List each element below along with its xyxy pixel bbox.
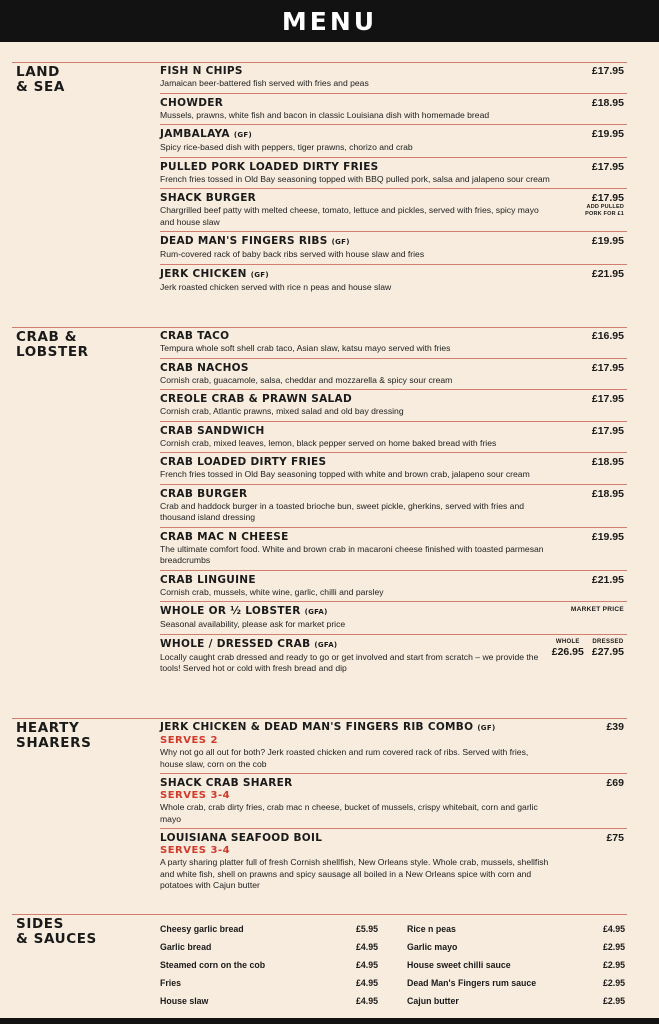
menu-item: [160, 124, 627, 157]
side-item-name: Garlic bread: [160, 942, 212, 952]
item-price: £17.95: [591, 192, 624, 204]
item-name-text: WHOLE OR ½ LOBSTER: [160, 605, 301, 617]
item-price: £17.95: [591, 393, 624, 405]
side-item-price: £2.95: [602, 960, 625, 970]
item-description: Whole crab, crab dirty fries, crab mac n cheese, bucket of mussels, crispy whitebait, corn and garlic mayo: [160, 802, 538, 824]
menu-item: [160, 157, 627, 189]
side-item-name: House sweet chilli sauce: [407, 960, 511, 970]
price-option-value: £27.95: [591, 645, 624, 658]
section-title: SIDES & SAUCES: [16, 916, 97, 947]
side-item-price: £4.95: [355, 978, 378, 988]
side-item: [407, 992, 625, 1010]
item-name-text: CRAB MAC N CHEESE: [160, 530, 289, 543]
item-name-text: CRAB TACO: [160, 330, 230, 342]
section-title: CRAB & LOBSTER: [16, 329, 89, 360]
item-name: [160, 192, 627, 205]
item-name: [160, 362, 627, 375]
side-item-name: Garlic mayo: [407, 942, 458, 952]
item-price: £18.95: [591, 456, 624, 468]
item-price: £17.95: [591, 65, 624, 77]
item-name-text: CRAB LOADED DIRTY FRIES: [160, 456, 327, 468]
menu-item: [160, 62, 627, 93]
item-name: [160, 161, 627, 174]
item-name-text: CRAB BURGER: [160, 487, 248, 500]
item-description: French fries tossed in Old Bay seasoning topped with BBQ pulled pork, salsa and jalapeno sour cream: [160, 173, 550, 184]
menu-item: [160, 358, 627, 390]
price-option-value: £26.95: [551, 645, 584, 658]
item-name: [160, 235, 627, 249]
item-name: [160, 128, 627, 142]
price-option-label: WHOLE: [555, 638, 580, 645]
market-price: MARKET PRICE: [570, 606, 624, 613]
item-price: £21.95: [591, 573, 624, 586]
menu-item: [160, 421, 627, 453]
side-item-price: £4.95: [355, 996, 378, 1006]
item-description: Jerk roasted chicken served with rice n peas and house slaw: [160, 281, 392, 292]
side-item: [160, 974, 378, 992]
section-items: [160, 718, 627, 895]
item-description: The ultimate comfort food. White and brown crab in macaroni cheese finished with toasted parmesan breadcrumbs: [160, 543, 544, 565]
item-name: [160, 832, 627, 845]
side-item: [407, 974, 625, 992]
menu-item: [160, 264, 627, 297]
item-price: £39: [606, 721, 624, 733]
item-name: [160, 393, 627, 406]
item-price: £17.95: [591, 424, 624, 437]
side-item: [160, 956, 378, 974]
dietary-tag: (GF): [331, 238, 350, 246]
side-item: [160, 920, 378, 938]
section-title: HEARTY SHARERS: [16, 720, 92, 751]
serves-label: SERVES 3-4: [160, 845, 231, 856]
side-item-name: Fries: [160, 978, 182, 988]
price-options: [552, 638, 624, 659]
item-name-text: PULLED PORK LOADED DIRTY FRIES: [160, 160, 379, 173]
menu-item: [160, 828, 627, 895]
item-description: Chargrilled beef patty with melted cheese, tomato, lettuce and pickles, served with fries, spicy mayo and house slaw: [160, 205, 539, 227]
item-description: Tempura whole soft shell crab taco, Asian slaw, katsu mayo served with fries: [160, 343, 451, 353]
item-description: Cornish crab, guacamole, salsa, cheddar and mozzarella & spicy sour cream: [160, 374, 453, 385]
side-item-name: Cajun butter: [407, 996, 459, 1006]
menu-item: [160, 327, 627, 358]
item-description: Locally caught crab dressed and ready to go or get involved and start from scratch – we provide the tools! Served hot or cold with fresh bread and dip: [160, 651, 539, 673]
menu-item: [160, 570, 627, 602]
item-name-text: CREOLE CRAB & PRAWN SALAD: [160, 393, 352, 405]
menu-item: [160, 389, 627, 421]
item-name: [160, 605, 627, 619]
item-description: Spicy rice-based dish with peppers, tiger prawns, chorizo and crab: [160, 142, 413, 152]
item-price: £17.95: [591, 361, 624, 374]
item-name: [160, 330, 627, 343]
item-description: Rum-covered rack of baby back ribs served with house slaw and fries: [160, 249, 425, 259]
section-title: LAND & SEA: [16, 64, 65, 95]
side-item: [160, 938, 378, 956]
side-item-name: Cheesy garlic bread: [160, 924, 244, 934]
menu-item: [160, 718, 627, 773]
side-item-price: £4.95: [602, 924, 625, 934]
serves-label: SERVES 3-4: [160, 790, 231, 801]
item-name-text: JERK CHICKEN & DEAD MAN'S FINGERS RIB COMBO: [160, 721, 474, 733]
item-note: ADD PULLED PORK FOR £1: [585, 204, 624, 217]
item-price: £19.95: [591, 235, 624, 247]
page-title: MENU: [281, 6, 378, 36]
sides-column: [160, 920, 378, 1010]
item-description: Crab and haddock burger in a toasted brioche bun, sweet pickle, gherkins, served with fries and thousand island dressing: [160, 500, 525, 522]
side-item: [407, 956, 625, 974]
section-divider: [12, 914, 627, 915]
item-price: £19.95: [591, 128, 624, 140]
item-name: [160, 456, 627, 469]
menu-item: [160, 231, 627, 264]
item-price: £75: [606, 832, 624, 844]
item-price: £18.95: [591, 487, 624, 500]
dietary-tag: (GF): [250, 270, 269, 279]
dietary-tag: (GFA): [314, 640, 338, 649]
item-description: Cornish crab, mussels, white wine, garlic, chilli and parsley: [160, 586, 384, 597]
item-name-text: CRAB NACHOS: [160, 361, 249, 374]
menu-item: [160, 773, 627, 828]
item-description: French fries tossed in Old Bay seasoning topped with white and brown crab, jalapeno sour cream: [160, 469, 530, 479]
dietary-tag: (GFA): [304, 608, 328, 616]
price-option: [592, 638, 624, 659]
item-name: [160, 425, 627, 438]
item-price: £16.95: [591, 330, 624, 342]
menu-item: [160, 188, 627, 231]
item-description: A party sharing platter full of fresh Cornish shellfish, New Orleans style. Whole crab, mussels, shellfish and white fish, shell on prawns and spicy sausage all boiled in a New Orleans spice with corn and potatoes with Cajun butter: [160, 857, 549, 890]
item-name-text: CRAB LINGUINE: [160, 573, 256, 586]
side-item-price: £2.95: [602, 942, 625, 952]
side-item: [407, 920, 625, 938]
price-option: [552, 638, 584, 659]
dietary-tag: (GF): [477, 724, 496, 732]
menu-header: [0, 0, 659, 42]
menu-item: [160, 484, 627, 527]
item-name-text: CRAB SANDWICH: [160, 424, 265, 437]
item-name: [160, 65, 627, 78]
side-item-price: £4.95: [355, 960, 378, 970]
item-name: [160, 268, 627, 282]
side-item-price: £5.95: [355, 924, 378, 934]
menu-item: [160, 601, 627, 634]
item-name-text: WHOLE / DRESSED CRAB: [160, 637, 311, 650]
item-name: [160, 721, 627, 735]
price-option-label: DRESSED: [592, 638, 624, 645]
menu-item: [160, 452, 627, 484]
item-description: Cornish crab, mixed leaves, lemon, black pepper served on home baked bread with fries: [160, 437, 497, 448]
item-price: £18.95: [591, 96, 624, 109]
item-name-text: CHOWDER: [160, 96, 224, 109]
item-name-text: FISH N CHIPS: [160, 65, 243, 77]
side-item-name: House slaw: [160, 996, 209, 1006]
item-price: £17.95: [591, 160, 624, 173]
item-name: [160, 574, 627, 587]
item-name-text: JERK CHICKEN: [160, 267, 247, 280]
item-name-text: SHACK BURGER: [160, 192, 257, 204]
side-item-name: Dead Man's Fingers rum sauce: [407, 978, 537, 988]
item-name-text: LOUISIANA SEAFOOD BOIL: [160, 832, 323, 844]
menu-item: [160, 93, 627, 125]
sides-column: [407, 920, 625, 1010]
side-item: [160, 992, 378, 1010]
item-name-text: DEAD MAN'S FINGERS RIBS: [160, 235, 328, 247]
section-items: [160, 327, 627, 678]
side-item-name: Rice n peas: [407, 924, 456, 934]
item-name-text: JAMBALAYA: [160, 128, 230, 140]
menu-item: [160, 634, 627, 678]
item-description: Cornish crab, Atlantic prawns, mixed salad and old bay dressing: [160, 406, 404, 416]
bottom-bar: [0, 1018, 659, 1024]
side-item-price: £2.95: [602, 978, 625, 988]
item-description: Jamaican beer-battered fish served with fries and peas: [160, 78, 369, 88]
item-name-text: SHACK CRAB SHARER: [160, 777, 293, 789]
item-name: [160, 777, 627, 790]
menu-item: [160, 527, 627, 570]
serves-label: SERVES 2: [160, 735, 218, 746]
item-name: [160, 97, 627, 110]
item-price: £19.95: [591, 530, 624, 543]
item-description: Seasonal availability, please ask for market price: [160, 619, 346, 629]
item-description: Mussels, prawns, white fish and bacon in classic Louisiana dish with homemade bread: [160, 109, 490, 120]
item-name: [160, 531, 627, 544]
side-item-price: £4.95: [355, 942, 378, 952]
item-price: £69: [606, 777, 624, 789]
side-item-name: Steamed corn on the cob: [160, 960, 266, 970]
item-price: £21.95: [591, 267, 624, 280]
side-item-price: £2.95: [602, 996, 625, 1006]
side-item: [407, 938, 625, 956]
dietary-tag: (GF): [233, 131, 252, 139]
item-description: Why not go all out for both? Jerk roasted chicken and rum covered rack of ribs. Served with fries, house slaw, corn on the cob: [160, 747, 529, 769]
item-name: [160, 488, 627, 501]
section-items: [160, 62, 627, 296]
